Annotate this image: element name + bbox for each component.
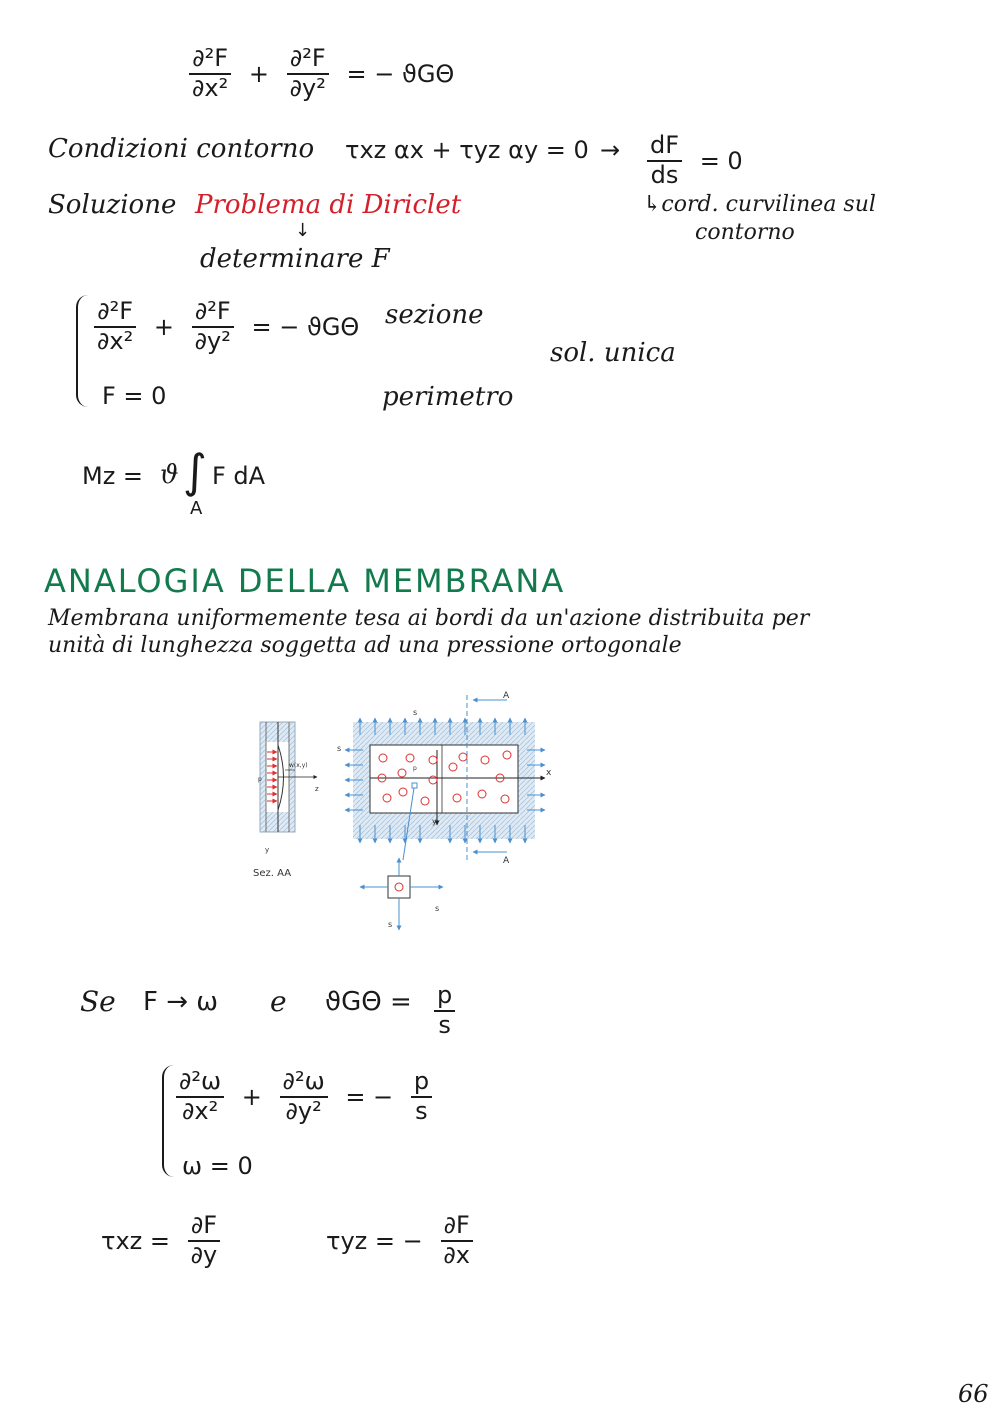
system1-cond-perimeter: perimetro (382, 382, 514, 412)
label-p-left: p (258, 776, 262, 783)
label-a-bottom: A (503, 856, 510, 866)
section-aa-view (260, 722, 317, 832)
label-s-element-right: s (435, 904, 440, 913)
analogy-map: F → ω (143, 987, 219, 1017)
analogy-ratio: $\frac{p}{s}$ (430, 982, 459, 1039)
label-z: z (315, 785, 319, 793)
dirichlet-problem: Problema di Diriclet (195, 190, 462, 220)
label-a-top: A (503, 691, 510, 701)
analogy-lhs: ϑGΘ = (325, 987, 412, 1017)
membrane-figure (245, 690, 575, 940)
down-arrow-icon: ↓ (295, 220, 311, 241)
boundary-arrow: → (600, 136, 621, 164)
label-s-left: s (337, 744, 342, 753)
boundary-note-1: ↳cord. curvilinea sul (643, 192, 876, 217)
system2-equation: $\frac{\text{∂²ω}}{\text{∂x²}}$ + $\frac{\text{∂²ω}}{\text{∂y²}}$ = − $\frac{p}{s}$ (172, 1068, 436, 1125)
system1-cond-section: sezione (385, 300, 484, 330)
stress-tau-yz: τyz = − $\frac{\partial F}{\partial x}$ (320, 1212, 477, 1269)
description-line-2: unità di lunghezza soggetta ad una pressione ortogonale (48, 633, 682, 658)
system1-brace (76, 295, 88, 407)
analogy-se: Se (80, 985, 116, 1018)
label-y: y (432, 817, 437, 826)
page-number: 66 (958, 1380, 989, 1408)
torque-lhs: Mz = (82, 462, 144, 490)
section-title: ANALOGIA DELLA MEMBRANA (44, 562, 566, 600)
integral-sign: ∫ (183, 444, 207, 498)
label-s-element-bottom: s (388, 920, 393, 929)
system2-boundary: ω = 0 (182, 1152, 253, 1180)
equation-poisson: $\frac{\text{∂²F}}{\text{∂x²}}$ + $\frac{\text{∂²F}}{\text{∂y²}}$ = − ϑGΘ (185, 45, 460, 102)
label-p: p (413, 765, 417, 772)
label-s-top: s (413, 708, 418, 717)
integral-body: F dA (212, 462, 266, 490)
unique-solution: sol. unica (550, 338, 676, 368)
label-x: x (546, 768, 552, 778)
label-w: w(x,y) (289, 762, 308, 769)
boundary-derivative: $\frac{dF}{ds}$ = 0 (643, 132, 749, 189)
determine-f: determinare F (200, 244, 390, 274)
membrane-plan-view (345, 695, 545, 930)
boundary-expression: τxz αx + τyz αy = 0 (345, 136, 589, 164)
boundary-label: Condizioni contorno (48, 134, 315, 164)
description-line-1: Membrana uniformemente tesa ai bordi da un'azione distribuita per (48, 606, 810, 631)
label-y-left: y (265, 846, 270, 854)
section-caption: Sez. AA (253, 868, 292, 879)
system1-equation: $\frac{\text{∂²F}}{\text{∂x²}}$ + $\frac{\text{∂²F}}{\text{∂y²}}$ = − ϑGΘ (90, 298, 365, 355)
torque-theta: ϑ (160, 460, 179, 490)
integral-subscript: A (190, 498, 203, 519)
boundary-note-2: contorno (695, 220, 795, 245)
system1-boundary: F = 0 (102, 382, 167, 410)
analogy-e: e (270, 985, 287, 1018)
solution-label: Soluzione (48, 190, 177, 220)
stress-tau-xz: τxz = $\frac{\partial F}{\partial y}$ (95, 1212, 224, 1269)
